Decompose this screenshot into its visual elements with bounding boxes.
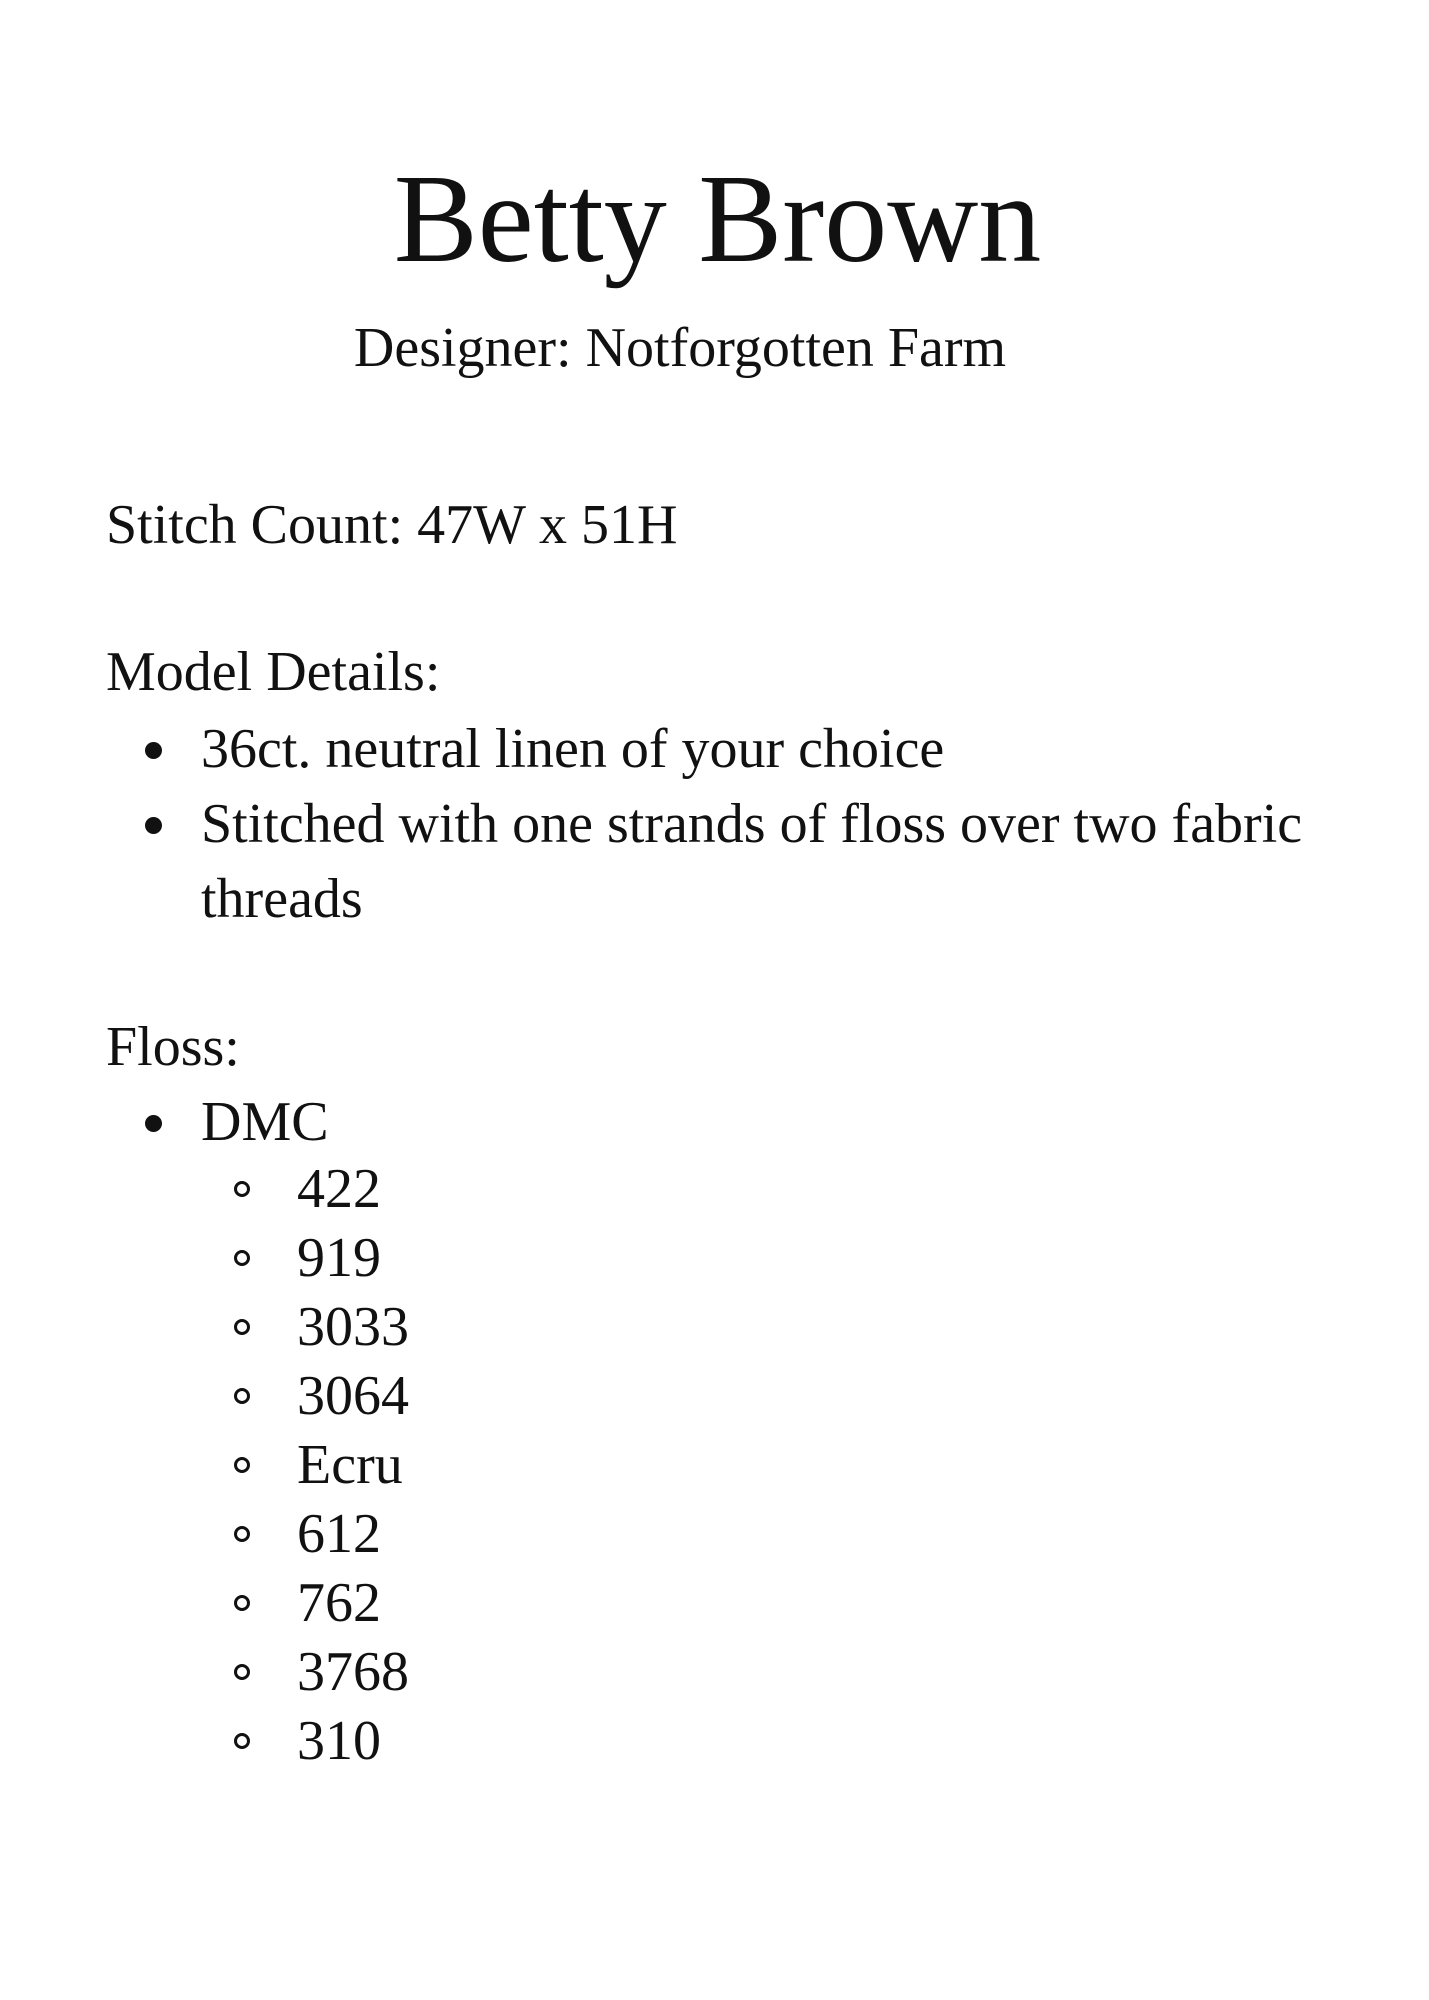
floss-brand: DMC bbox=[201, 1091, 329, 1153]
hollow-bullet-icon bbox=[234, 1457, 250, 1473]
floss-color: 612 bbox=[297, 1503, 381, 1565]
hollow-bullet-icon bbox=[234, 1388, 250, 1404]
list-item bbox=[106, 787, 1356, 937]
hollow-bullet-icon bbox=[234, 1526, 250, 1542]
list-item-text: 36ct. neutral linen of your choice bbox=[201, 718, 945, 780]
bullet-icon bbox=[145, 1115, 162, 1132]
floss-color: 919 bbox=[297, 1227, 381, 1289]
floss-color: 3033 bbox=[297, 1296, 409, 1358]
floss-color: 762 bbox=[297, 1572, 381, 1634]
hollow-bullet-icon bbox=[234, 1595, 250, 1611]
floss-color: Ecru bbox=[297, 1434, 403, 1496]
bullet-icon bbox=[145, 817, 162, 834]
page-title: Betty Brown bbox=[393, 150, 1042, 289]
hollow-bullet-icon bbox=[234, 1181, 250, 1197]
hollow-bullet-icon bbox=[234, 1733, 250, 1749]
bullet-icon bbox=[145, 742, 162, 759]
model-details-heading: Model Details: bbox=[106, 641, 441, 703]
hollow-bullet-icon bbox=[234, 1319, 250, 1335]
designer-line: Designer: Notforgotten Farm bbox=[353, 317, 1007, 379]
hollow-bullet-icon bbox=[234, 1250, 250, 1266]
floss-color: 3064 bbox=[297, 1365, 409, 1427]
list-item-text: Stitched with one strands of floss over two fabric threads bbox=[201, 793, 1303, 930]
floss-color: 422 bbox=[297, 1158, 381, 1220]
floss-heading: Floss: bbox=[106, 1016, 240, 1078]
hollow-bullet-icon bbox=[234, 1664, 250, 1680]
list-item bbox=[106, 1085, 1356, 1155]
floss-color: 310 bbox=[297, 1710, 381, 1772]
stitch-count: Stitch Count: 47W x 51H bbox=[106, 494, 678, 556]
floss-color: 3768 bbox=[297, 1641, 409, 1703]
list-item bbox=[106, 712, 1356, 787]
